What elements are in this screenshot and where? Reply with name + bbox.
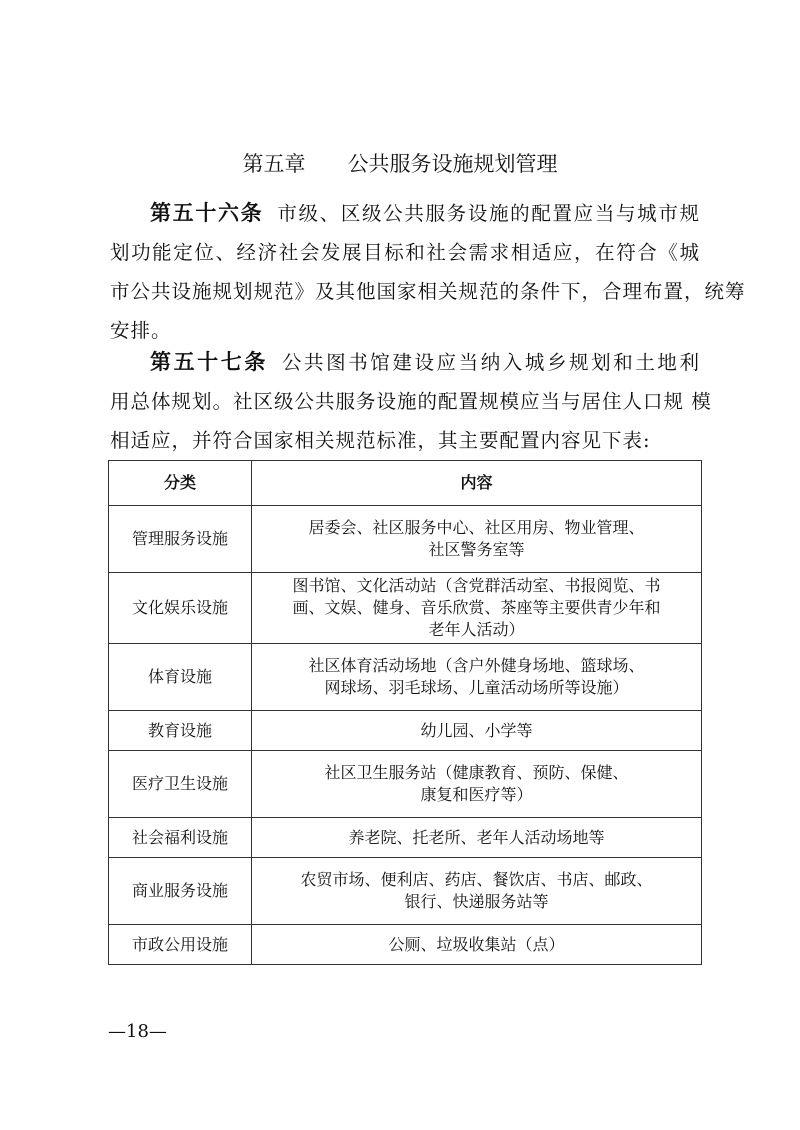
table-row (109, 818, 702, 858)
row-content: 居委会、社区服务中心、社区用房、物业管理、 社区警务室等 (252, 506, 702, 573)
table-row (109, 711, 702, 751)
row-content: 幼儿园、小学等 (252, 711, 702, 751)
header-content: 内容 (252, 461, 702, 506)
table-row (109, 506, 702, 573)
row-content: 社区卫生服务站（健康教育、预防、保健、 康复和医疗等） (252, 751, 702, 818)
table-row (109, 751, 702, 818)
article-57-line (110, 343, 700, 382)
article-56-line (110, 194, 700, 233)
article-57-line: 相适应，并符合国家相关规范标准，其主要配置内容见下表: (110, 429, 651, 452)
table-row (109, 573, 702, 644)
row-category: 教育设施 (109, 711, 252, 751)
table-row (109, 925, 702, 965)
article-56-number: 第五十六条 (150, 201, 264, 225)
article-56 (110, 194, 746, 350)
row-category: 社会福利设施 (109, 818, 252, 858)
row-category: 医疗卫生设施 (109, 751, 252, 818)
article-57-line: 用总体规划。社区级公共服务设施的配置规模应当与居住人口规 模 (110, 390, 712, 413)
row-content: 农贸市场、便利店、药店、餐饮店、书店、邮政、 银行、快递服务站等 (252, 858, 702, 925)
row-category: 管理服务设施 (109, 506, 252, 573)
article-56-text: 市级、区级公共服务设施的配置应当与城市规 (277, 202, 700, 225)
table-row (109, 644, 702, 711)
table-header-row (109, 461, 702, 506)
article-57-number: 第五十七条 (150, 350, 268, 374)
table-row (109, 858, 702, 925)
row-content: 社区体育活动场地（含户外健身场地、篮球场、 网球场、羽毛球场、儿童活动场所等设施） (252, 644, 702, 711)
article-56-line: 划功能定位、经济社会发展目标和社会需求相适应，在符合《城 (110, 241, 700, 264)
row-category: 商业服务设施 (109, 858, 252, 925)
row-category: 文化娱乐设施 (109, 573, 252, 644)
article-57-text: 公共图书馆建设应当纳入城乡规划和土地利 (281, 351, 700, 374)
row-content: 图书馆、文化活动站（含党群活动室、书报阅览、书 画、文娱、健身、音乐欣赏、茶座等主要供青少年和 老年人活动） (252, 573, 702, 644)
facilities-table (108, 460, 702, 965)
article-57 (110, 343, 712, 460)
row-category: 体育设施 (109, 644, 252, 711)
row-content: 养老院、托老所、老年人活动场地等 (252, 818, 702, 858)
header-category: 分类 (109, 461, 252, 506)
page-number: —18— (108, 1021, 167, 1042)
chapter-title: 第五章 公共服务设施规划管理 (242, 152, 558, 176)
row-content: 公厕、垃圾收集站（点） (252, 925, 702, 965)
article-56-line: 市公共设施规划规范》及其他国家相关规范的条件下，合理布置，统筹 (110, 280, 746, 303)
article-56-line: 安排。 (110, 319, 172, 342)
row-category: 市政公用设施 (109, 925, 252, 965)
